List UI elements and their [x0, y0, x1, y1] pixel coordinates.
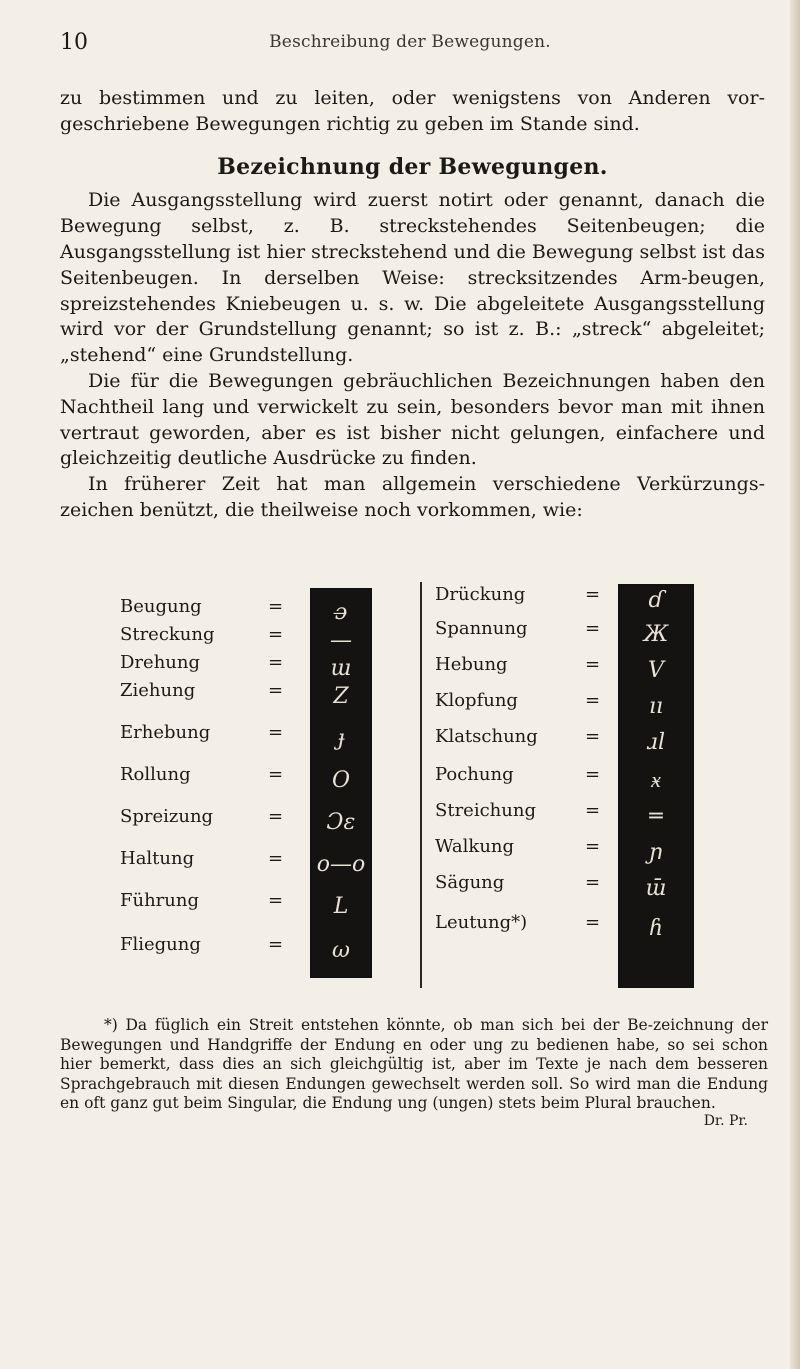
equals-sign: = [268, 848, 284, 869]
term-label: Drehung [120, 652, 200, 673]
paragraph-2: Die für die Bewegungen gebräuchlichen Bezeichnungen haben den Nachtheil lang und verwickelt zu sein, besonders bevor man mit ihnen vertraut geworden, aber es ist bisher nicht gelungen, einfachere und gleichzeitig deutliche Ausdrücke zu finden. [60, 369, 765, 470]
abbreviation-symbol: Z [333, 684, 349, 709]
term-label: Spreizung [120, 806, 214, 827]
equals-sign: = [268, 624, 284, 645]
abbreviation-symbol: V [648, 658, 664, 683]
body-text [60, 86, 765, 524]
footnote-signature: Dr. Pr. [703, 1112, 748, 1129]
abbreviation-symbol: ɲ [648, 840, 664, 865]
term-label: Hebung [435, 654, 508, 675]
abbreviation-term [120, 764, 284, 785]
abbreviation-term [435, 654, 601, 675]
abbreviation-symbol: ω [332, 938, 350, 963]
abbreviation-symbol: ɯ [330, 656, 352, 681]
abbreviation-term [120, 652, 284, 673]
abbreviation-symbol: ɗ [648, 588, 664, 613]
abbreviation-term [120, 890, 284, 911]
equals-sign: = [268, 652, 284, 673]
term-label: Beugung [120, 596, 202, 617]
running-head: Beschreibung der Bewegungen. [269, 32, 551, 52]
abbreviation-term [435, 618, 601, 639]
abbreviation-symbol: ɟ [337, 726, 345, 751]
equals-sign: = [585, 654, 601, 675]
abbreviation-term [120, 596, 284, 617]
abbreviation-symbol: — [330, 628, 352, 653]
equals-sign: = [585, 872, 601, 893]
equals-sign: = [585, 726, 601, 747]
paragraph-3: In früherer Zeit hat man allgemein verschiedene Verkürzungs-zeichen benützt, die theilweise noch vorkommen, wie: [60, 473, 765, 521]
term-label: Klatschung [435, 726, 538, 747]
equals-sign: = [268, 764, 284, 785]
term-label: Spannung [435, 618, 528, 639]
abbreviation-term [435, 836, 601, 857]
abbreviation-symbol: O [331, 768, 351, 793]
symbol-box-left [310, 588, 372, 978]
abbreviation-term [120, 722, 284, 743]
abbreviation-symbol: ɦ [648, 916, 664, 941]
abbreviation-term [435, 872, 601, 893]
term-label: Haltung [120, 848, 195, 869]
term-label: Leutung*) [435, 912, 528, 933]
abbreviation-term [120, 680, 284, 701]
paragraph-1: Die Ausgangsstellung wird zuerst notirt oder genannt, danach die Bewegung selbst, z. B. streckstehendes Seitenbeugen; die Ausgangsstellung ist hier streckstehend und die Bewegung selbst ist das Seitenbeugen. In derselben Weise: strecksitzendes Arm-beugen, spreizstehendes Kniebeugen u. s. w. Die abgeleitete Ausgangsstellung wird vor der Grundstellung genannt; so ist z. B.: „streck“ abgeleitet; „stehend“ eine Grundstellung. [60, 189, 765, 367]
equals-sign: = [268, 934, 284, 955]
term-label: Fliegung [120, 934, 201, 955]
term-label: Drückung [435, 584, 526, 605]
abbreviation-table [120, 584, 700, 963]
intro-paragraph: zu bestimmen und zu leiten, oder wenigstens von Anderen vor-geschriebene Bewegungen richtig zu geben im Stande sind. [60, 87, 765, 135]
abbreviation-term [120, 934, 284, 955]
term-label: Sägung [435, 872, 505, 893]
term-label: Rollung [120, 764, 191, 785]
abbreviation-symbol: L [333, 894, 349, 919]
equals-sign: = [268, 680, 284, 701]
abbreviation-term [435, 690, 601, 711]
abbreviation-term [120, 848, 284, 869]
abbreviation-term [435, 912, 601, 933]
footnote [60, 1016, 768, 1132]
abbreviation-term [120, 624, 284, 645]
term-label: Walkung [435, 836, 515, 857]
abbreviation-symbol: ɔ̶ [334, 600, 348, 625]
page-header [60, 30, 760, 56]
abbreviation-term [435, 726, 601, 747]
abbreviation-symbol: ═ [649, 804, 663, 829]
abbreviation-symbol: ɹl [646, 730, 666, 755]
abbreviation-term [435, 800, 601, 821]
abbreviation-symbol: Ж [643, 622, 669, 647]
footnote-text: *) Da füglich ein Streit entstehen könnte, ob man sich bei der Be-zeichnung der Bewegungen und Handgriffe der Endung en oder ung zu bedienen habe, so sei schon hier bemerkt, dass dies an sich gleichgültig ist, aber im Texte je nach dem besseren Sprachgebrauch mit diesen Endungen gewechselt werden soll. So wird man die Endung en oft ganz gut beim Singular, die Endung ung (ungen) stets beim Plural brauchen. [60, 1016, 768, 1113]
term-label: Streckung [120, 624, 215, 645]
table-divider [420, 582, 422, 988]
equals-sign: = [268, 596, 284, 617]
term-label: Erhebung [120, 722, 211, 743]
equals-sign: = [268, 890, 284, 911]
abbreviation-symbol: Ɔɛ [326, 810, 356, 835]
equals-sign: = [585, 836, 601, 857]
page-edge-shadow [790, 0, 800, 1369]
abbreviation-term [435, 584, 601, 605]
equals-sign: = [585, 690, 601, 711]
abbreviation-term [435, 764, 601, 785]
term-label: Klopfung [435, 690, 518, 711]
term-label: Streichung [435, 800, 536, 821]
page-number: 10 [60, 30, 88, 55]
abbreviation-symbol: ıı [648, 694, 664, 719]
equals-sign: = [585, 764, 601, 785]
symbol-box-right [618, 584, 694, 988]
equals-sign: = [585, 800, 601, 821]
abbreviation-symbol: ӿ [651, 768, 661, 793]
equals-sign: = [585, 618, 601, 639]
term-label: Pochung [435, 764, 514, 785]
section-title: Bezeichnung der Bewegungen. [217, 153, 608, 180]
term-label: Ziehung [120, 680, 196, 701]
equals-sign: = [268, 722, 284, 743]
abbreviation-symbol: ɯ̄ [645, 876, 667, 901]
equals-sign: = [585, 584, 601, 605]
equals-sign: = [268, 806, 284, 827]
equals-sign: = [585, 912, 601, 933]
term-label: Führung [120, 890, 199, 911]
abbreviation-symbol: o—o [316, 852, 366, 877]
abbreviation-term [120, 806, 284, 827]
